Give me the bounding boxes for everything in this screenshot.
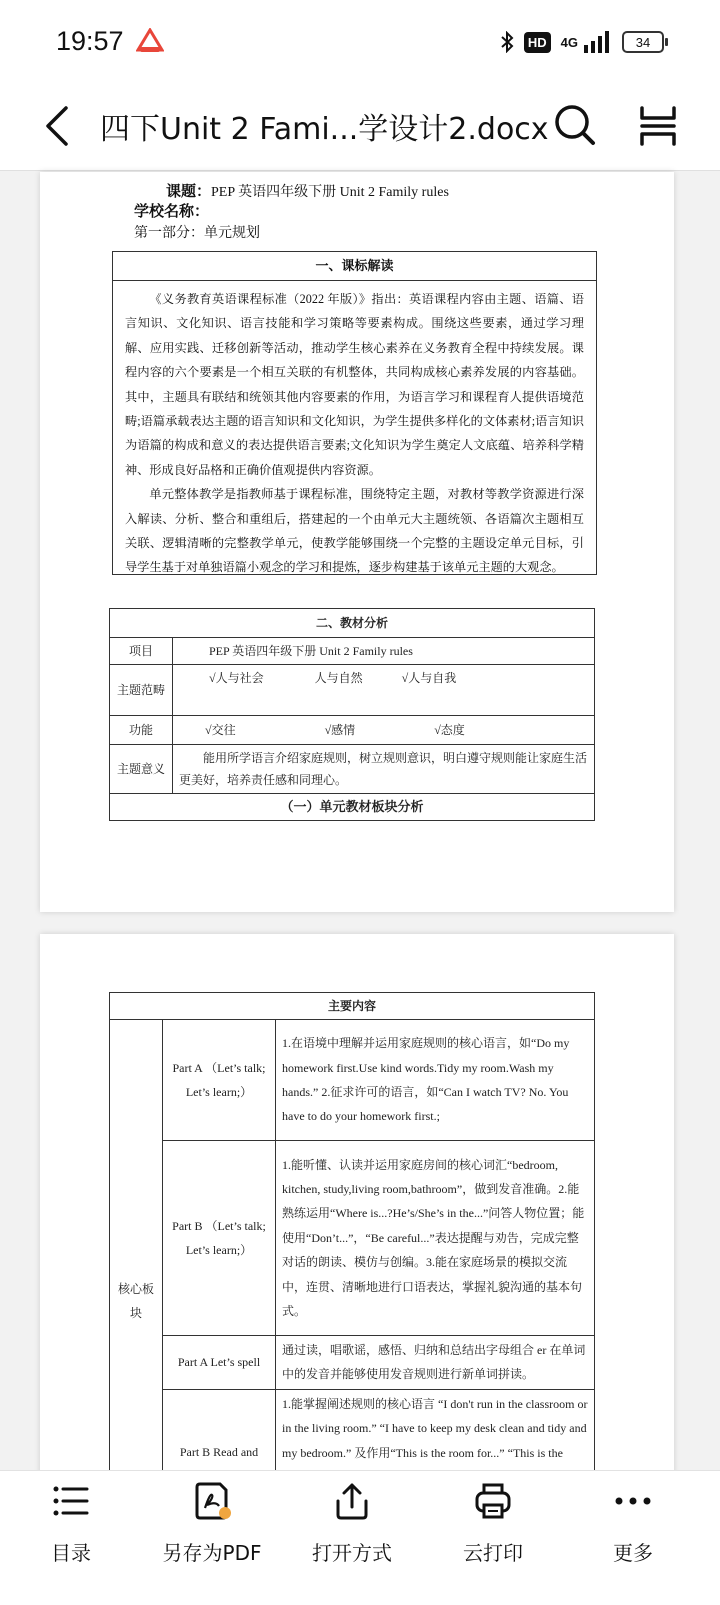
- share-icon: [332, 1481, 372, 1521]
- document-page-1: [40, 172, 674, 912]
- part-a-label: Part A （Let’s talk; Let’s learn;）: [163, 1020, 276, 1141]
- document-page-2: [40, 934, 674, 1494]
- row-item-value: PEP 英语四年级下册 Unit 2 Family rules: [173, 638, 595, 665]
- save-as-pdf-label: 另存为PDF: [162, 1541, 262, 1565]
- printer-icon: [473, 1481, 513, 1521]
- school-line: [134, 200, 209, 221]
- part-a-spell-content: 通过读，唱歌谣，感悟、归纳和总结出字母组合 er 在单词中的发音并能够使用发音规则进行新单词拼读。: [276, 1336, 595, 1390]
- main-content-title: 主要内容: [110, 993, 595, 1020]
- more-label: 更多: [613, 1541, 653, 1565]
- status-icons: [500, 28, 664, 56]
- network-type: 4G: [560, 34, 578, 50]
- topic-value: PEP 英语四年级下册 Unit 2 Family rules: [211, 185, 449, 200]
- part-one-heading: 第一部分：单元规划: [134, 226, 260, 241]
- open-with-label: 打开方式: [312, 1541, 392, 1565]
- part-a-spell-label: Part A Let’s spell: [163, 1336, 276, 1390]
- search-icon[interactable]: [552, 102, 598, 148]
- part-b-label: Part B （Let’s talk; Let’s learn;）: [163, 1141, 276, 1336]
- battery-level: 34: [635, 34, 651, 50]
- theme-option-self: √人与自我: [401, 671, 457, 685]
- theme-option-nature: 人与自然: [314, 671, 363, 685]
- pdf-icon: [192, 1481, 232, 1521]
- part-a-content: 1.在语境中理解并运用家庭规则的核心语言，如“Do my homework first.Use kind words.Tidy my room.Wash my hands.” 2.征求许可的语言，如“Can I watch TV? No. You have to do your homework first.;: [276, 1020, 595, 1141]
- bottom-action-bar: [0, 1470, 720, 1605]
- signal-icon: [582, 31, 612, 53]
- unit-modules-table: [109, 992, 595, 1494]
- cloud-print-label: 云打印: [463, 1541, 523, 1565]
- row-theme-label: 主题范畴: [110, 665, 173, 716]
- section1-paragraph-1: 《义务教育英语课程标准（2022 年版）》指出：英语课程内容由主题、语篇、语言知识、文化知识、语言技能和学习策略等要素构成。围绕这些要素，通过学习理解、应用实践、迁移创新等活动，推动学生核心素养在义务教育全程中持续发展。课程内容的六个要素是一个相互关联的有机整体，共同构成核心素养发展的内容基础。其中，主题具有联结和统领其他内容要素的作用，为语言学习和课程育人提供语境范畴;语篇承载表达主题的语言知识和文化知识，为学生提供多样化的文体素材;语言知识为语篇的构成和意义的表达提供语言要素;文化知识为学生奠定人文底蕴、培养科学精神、形成良好品格和正确价值观提供内容资源。: [125, 292, 584, 477]
- document-title: 四下Unit 2 Fami...学设计2.docx: [100, 112, 549, 147]
- function-option-communication: √交往: [205, 723, 236, 737]
- battery-icon: [622, 31, 664, 53]
- more-icon: [613, 1481, 653, 1521]
- section1-title: 一、课标解读: [113, 252, 596, 281]
- hd-badge: HD: [524, 32, 551, 53]
- row-theme-options: [173, 665, 595, 716]
- row-function-options: [173, 716, 595, 745]
- status-time: 19:57: [56, 26, 124, 56]
- part-b-content: 1.能听懂、认读并运用家庭房间的核心词汇“bedroom, kitchen, study,living room,bathroom”，做到发音准确。2.能熟练运用“Where is...?He’s/She’s in the...”问答人物位置；能使用“Don’t...”，“Be careful...”表达提醒与劝告，完成完整对话的朗读、模仿与创编。3.能在家庭场景的模拟交流中，连贯、清晰地进行口语表达，掌握礼貌沟通的基本句式。: [276, 1141, 595, 1336]
- document-toolbar: [0, 82, 720, 171]
- topic-line: [166, 180, 449, 201]
- toc-label: 目录: [51, 1541, 91, 1565]
- list-icon: [51, 1481, 91, 1521]
- section2-title: 二、教材分析: [110, 609, 595, 638]
- section1-paragraph-2: 单元整体教学是指教师基于课程标准，围绕特定主题，对教材等教学资源进行深入解读、分析、整合和重组后，搭建起的一个由单元大主题统领、各语篇次主题相互关联、逻辑清晰的完整教学单元，使教学能够围绕一个完整的主题设定单元目标，引导学生基于对单独语篇小观念的学习和提炼，逐步构建基于该单元主题的大观念。: [125, 487, 584, 575]
- row-item-label: 项目: [110, 638, 173, 665]
- curriculum-interpretation-box: [112, 251, 597, 575]
- part-b-rw-content: 1.能掌握阐述规则的核心语言 “I don't run in the classroom or in the living room.” “I have to keep my desk clean and tidy and my bedroom.” 及作用“This is the room for...” “This is the: [276, 1389, 595, 1494]
- function-option-emotion: √感情: [324, 723, 356, 737]
- part-b-rw-label: Part B Read and: [163, 1389, 276, 1494]
- row-function-label: 功能: [110, 716, 173, 745]
- core-modules-label: 核心板块: [110, 1020, 163, 1495]
- bluetooth-icon: [500, 31, 514, 53]
- subsection-title: （一）单元教材板块分析: [110, 794, 595, 821]
- app-notification-icon: [136, 28, 164, 54]
- row-meaning-label: 主题意义: [110, 745, 173, 794]
- menu-icon[interactable]: [636, 104, 680, 148]
- row-meaning-value: 能用所学语言介绍家庭规则，树立规则意识，明白遵守规则能让家庭生活更美好，培养责任感和同理心。: [173, 745, 595, 794]
- function-option-attitude: √态度: [434, 723, 465, 737]
- theme-option-society: √人与社会: [209, 671, 264, 685]
- back-icon[interactable]: [40, 104, 80, 148]
- school-label: 学校名称：: [134, 204, 210, 220]
- topic-label: 课题：: [166, 184, 212, 200]
- textbook-analysis-table: [109, 608, 595, 821]
- status-bar: [0, 0, 720, 82]
